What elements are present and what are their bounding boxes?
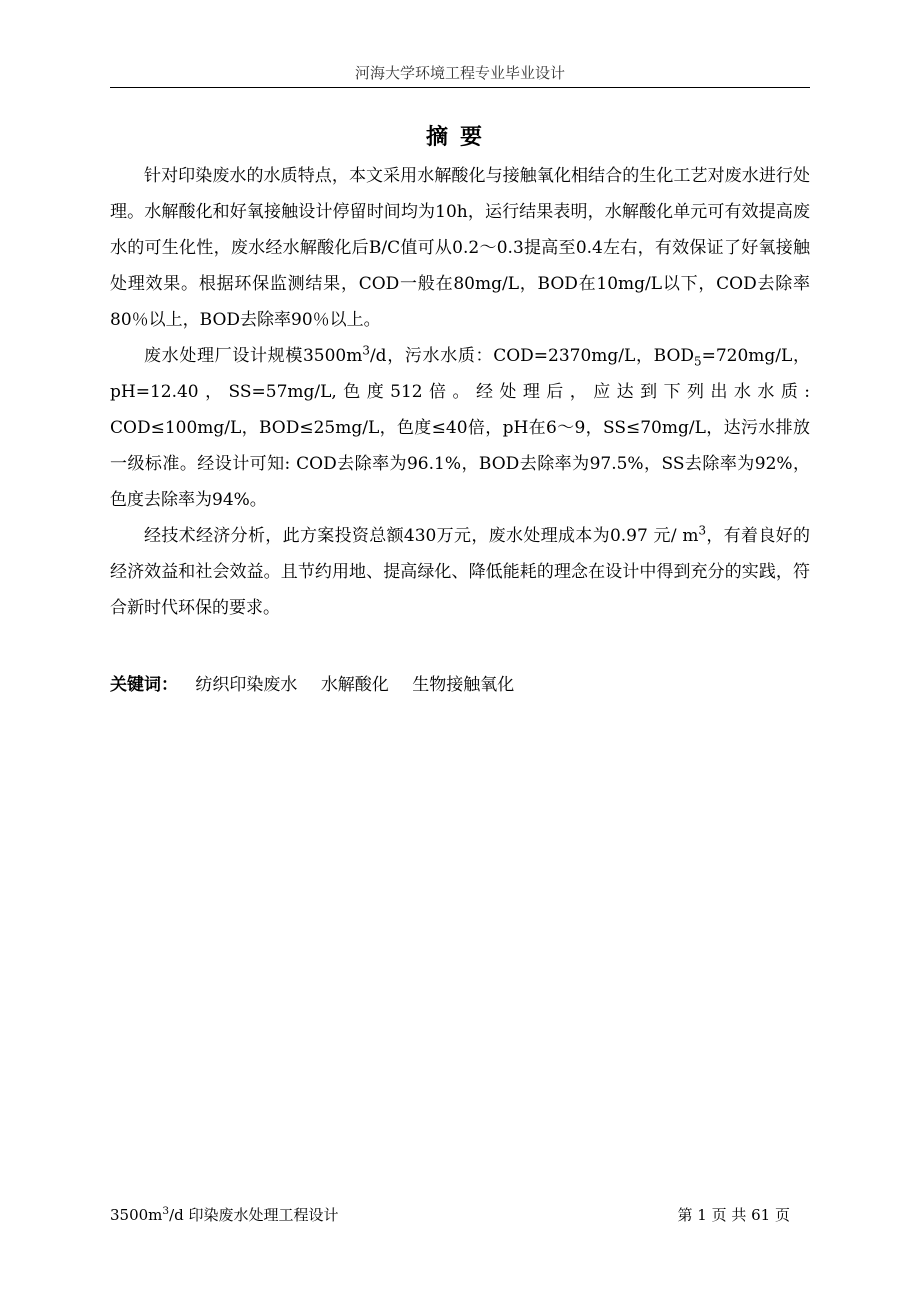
superscript-3: 3 <box>698 523 707 538</box>
page-header: 河海大学环境工程专业毕业设计 <box>354 64 565 82</box>
header-divider <box>110 87 810 88</box>
keywords-line <box>110 672 810 698</box>
paragraph-2-text-a: 废水处理厂设计规模3500m <box>144 346 363 366</box>
abstract-paragraph-2 <box>110 338 810 518</box>
footer-title-a: 3500m <box>110 1206 163 1224</box>
keyword-item: 水解酸化 <box>320 675 389 695</box>
abstract-paragraph-1: 针对印染废水的水质特点，本文采用水解酸化与接触氧化相结合的生化工艺对废水进行处理。水解酸化和好氧接触设计停留时间均为10h，运行结果表明，水解酸化单元可有效提高废水的可生化性，废水经水解酸化后B/C值可从0.2～0.3提高至0.4左右，有效保证了好氧接触处理效果。根据环保监测结果，COD一般在80mg/L，BOD在10mg/L以下，COD去除率80％以上，BOD去除率90％以上。 <box>110 166 810 330</box>
paragraph-2-text-c: =720mg/L，pH=12.40，SS=57mg/L,色度512倍。经处理后，应达到下列出水水质: COD≤100mg/L，BOD≤25mg/L，色度≤40倍，pH在6～9，SS≤70mg/L，达污水排放一级标准。经设计可知: COD去除率为96.1%，BOD去除率为97.5%，SS去除率为92%，色度去除率为94%。 <box>110 346 810 510</box>
footer-superscript-3: 3 <box>162 1205 170 1217</box>
abstract-body <box>110 158 810 626</box>
footer-title-b: /d 印染废水处理工程设计 <box>169 1206 339 1224</box>
footer-document-title <box>110 1204 339 1225</box>
subscript-5: 5 <box>694 354 702 369</box>
paragraph-2-text-b: /d，污水水质：COD=2370mg/L，BOD <box>369 346 695 366</box>
keywords-label: 关键词： <box>110 675 178 695</box>
page-number: 第 1 页 共 61 页 <box>677 1206 790 1224</box>
superscript-3: 3 <box>362 343 370 358</box>
paragraph-3-text-a: 经技术经济分析，此方案投资总额430万元，废水处理成本为0.97 元/ m <box>144 526 699 546</box>
paragraph-3-text-b: ，有着良好的经济效益和社会效益。且节约用地、提高绿化、降低能耗的理念在设计中得到充分的实践，符合新时代环保的要求。 <box>110 526 810 618</box>
keyword-item: 生物接触氧化 <box>412 675 515 695</box>
abstract-title: 摘要 <box>425 124 494 150</box>
keyword-item: 纺织印染废水 <box>195 675 298 695</box>
abstract-paragraph-3 <box>110 518 810 626</box>
